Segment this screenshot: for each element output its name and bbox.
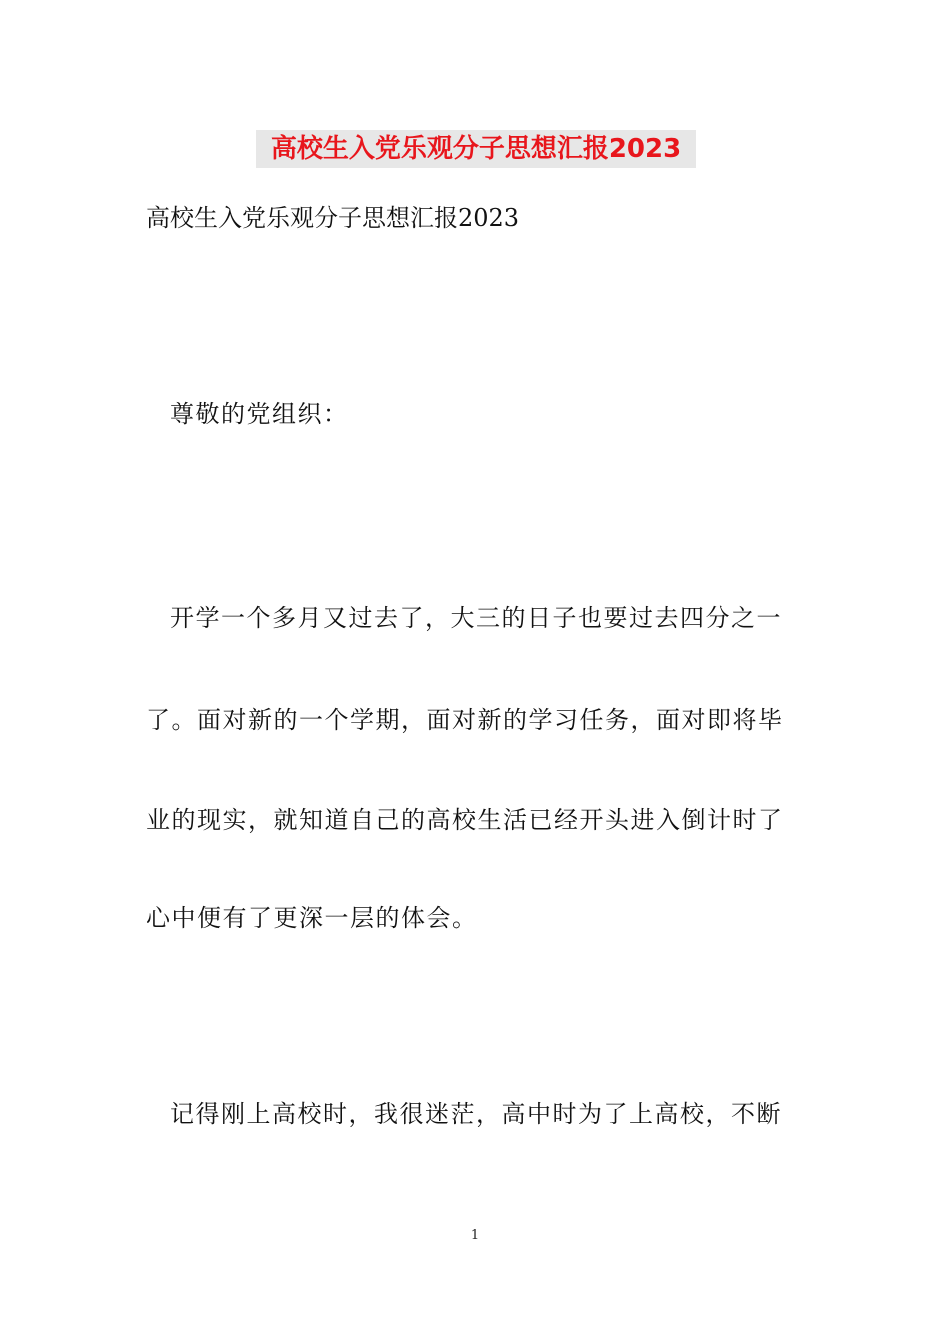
paragraph-1-line-2: 了。面对新的一个学期，面对新的学习任务，面对即将毕 <box>146 706 784 734</box>
paragraph-1-line-3: 业的现实，就知道自己的高校生活已经开头进入倒计时了 <box>146 806 784 834</box>
paragraph-1-line-1: 开学一个多月又过去了，大三的日子也要过去四分之一 <box>170 604 782 632</box>
page-number: 1 <box>470 1228 480 1243</box>
document-title: 高校生入党乐观分子思想汇报2023 <box>256 130 696 168</box>
paragraph-2-line-1: 记得刚上高校时，我很迷茫，高中时为了上高校，不断 <box>170 1100 782 1128</box>
salutation: 尊敬的党组织： <box>170 400 349 428</box>
paragraph-1-line-4: 心中便有了更深一层的体会。 <box>146 904 478 932</box>
document-subtitle: 高校生入党乐观分子思想汇报2023 <box>146 204 520 232</box>
